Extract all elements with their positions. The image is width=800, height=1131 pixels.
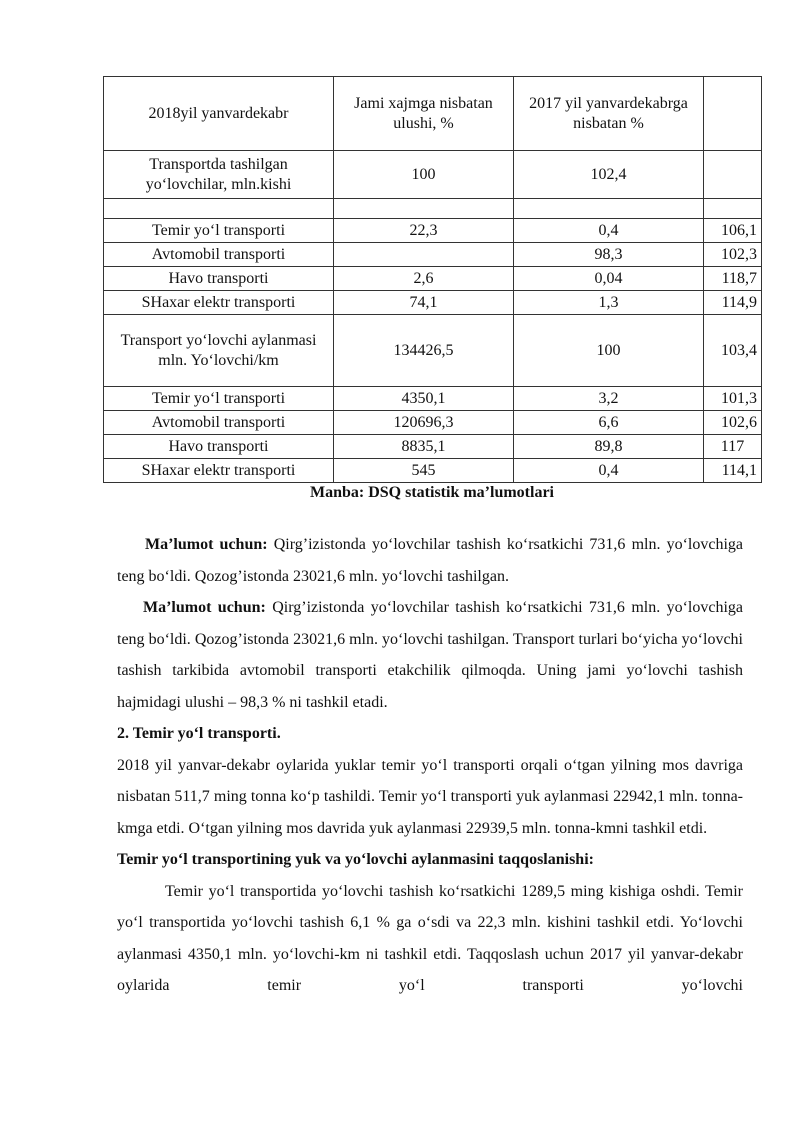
table-row [104,291,762,315]
table-cell: Temir yo‘l transporti [104,387,334,411]
table-cell: 114,1 [704,459,762,483]
table-cell: 98,3 [514,243,704,267]
section-heading: 2. Temir yo‘l transporti. [117,725,281,742]
table-cell: 134426,5 [334,315,514,387]
table-cell: Havo transporti [104,267,334,291]
table-cell: 0,4 [514,219,704,243]
subsection-heading: Temir yo‘l transportining yuk va yo‘lovchi aylanmasini taqqoslanishi: [117,851,594,868]
table-cell: 102,6 [704,411,762,435]
table-cell [334,199,514,219]
table-cell [514,199,704,219]
table-cell: 22,3 [334,219,514,243]
table-cell [704,151,762,199]
table-cell: 118,7 [704,267,762,291]
table-cell [334,243,514,267]
table-cell: 102,3 [704,243,762,267]
table-cell: Avtomobil transporti [104,411,334,435]
info-label: Ma’lumot uchun: [145,536,268,553]
table-source-caption: Manba: DSQ statistik ma’lumotlari [310,484,554,501]
table-cell: Havo transporti [104,435,334,459]
paragraph-text: Qirg’izistonda yo‘lovchilar tashish ko‘rsatkichi 731,6 mln. yo‘lovchiga teng bo‘ldi. Qozog’istonda 23021,6 mln. yo‘lovchi tashilgan. Transport turlari bo‘yicha yo‘lovchi tashish tarkibida avtomobil transporti etakchilik qilmoqda. Uning jami yo‘lovchi tashish hajmidagi ulushi – 98,3 % ni tashkil etadi. [117,599,744,711]
table-cell: 102,4 [514,151,704,199]
text-block [117,529,743,1002]
table-cell: 4350,1 [334,387,514,411]
table-row [104,435,762,459]
table-cell: 6,6 [514,411,704,435]
table-cell: 89,8 [514,435,704,459]
table-cell: 114,9 [704,291,762,315]
table-cell: 3,2 [514,387,704,411]
info-label: Ma’lumot uchun: [143,599,266,616]
table-cell: 103,4 [704,315,762,387]
header-cell: 2018yil yanvardekabr [104,77,334,151]
table-row [104,315,762,387]
table-cell: 74,1 [334,291,514,315]
table-row [104,459,762,483]
table-cell: 101,3 [704,387,762,411]
table-cell: Avtomobil transporti [104,243,334,267]
table-row [104,199,762,219]
transport-stats-table [103,76,762,483]
table-row [104,411,762,435]
table-cell: 117 [704,435,762,459]
table-row [104,267,762,291]
header-cell [704,77,762,151]
table-cell: Temir yo‘l transporti [104,219,334,243]
paragraph-info-2 [117,592,743,718]
table-cell: 545 [334,459,514,483]
table-cell: 106,1 [704,219,762,243]
header-cell: 2017 yil yanvardekabrga nisbatan % [514,77,704,151]
table-cell: 120696,3 [334,411,514,435]
table-cell: 8835,1 [334,435,514,459]
paragraph-info-1 [117,529,743,592]
table-cell: Transportda tashilgan yo‘lovchilar, mln.kishi [104,151,334,199]
table-row [104,151,762,199]
table-cell: 0,4 [514,459,704,483]
table-cell: 100 [334,151,514,199]
table-cell [104,199,334,219]
table-cell: 1,3 [514,291,704,315]
paragraph-text: Qirg’izistonda yo‘lovchilar tashish ko‘rsatkichi 731,6 mln. yo‘lovchiga teng bo‘ldi. Qozog’istonda 23021,6 mln. yo‘lovchi tashilgan. [117,536,744,585]
table-cell: 2,6 [334,267,514,291]
table-cell: SHaxar elektr transporti [104,291,334,315]
table-row [104,243,762,267]
table-cell: Transport yo‘lovchi aylanmasi mln. Yo‘lovchi/km [104,315,334,387]
table-cell: 100 [514,315,704,387]
table-header-row [104,77,762,151]
table-row [104,387,762,411]
paragraph-cargo: 2018 yil yanvar-dekabr oylarida yuklar temir yo‘l transporti orqali o‘tgan yilning mos davriga nisbatan 511,7 ming tonna ko‘p tashildi. Temir yo‘l transporti yuk aylanmasi 22942,1 mln. tonna-kmga etdi. O‘tgan yilning mos davrida yuk aylanmasi 22939,5 mln. tonna-kmni tashkil etdi. [117,756,743,837]
header-cell: Jami xajmga nisbatan ulushi, % [334,77,514,151]
paragraph-passenger: Temir yo‘l transportida yo‘lovchi tashish ko‘rsatkichi 1289,5 ming kishiga oshdi. Temir yo‘l transportida yo‘lovchi tashish 6,1 % ga o‘sdi va 22,3 mln. kishini tashkil etdi. Yo‘lovchi aylanmasi 4350,1 mln. yo‘lovchi-km ni tashkil etdi. Taqqoslash uchun 2017 yil yanvar-dekabr oylarida temir yo‘l transporti yo‘lovchi [117,882,743,994]
table-row [104,219,762,243]
table-cell: SHaxar elektr transporti [104,459,334,483]
table-cell: 0,04 [514,267,704,291]
table-cell [704,199,762,219]
